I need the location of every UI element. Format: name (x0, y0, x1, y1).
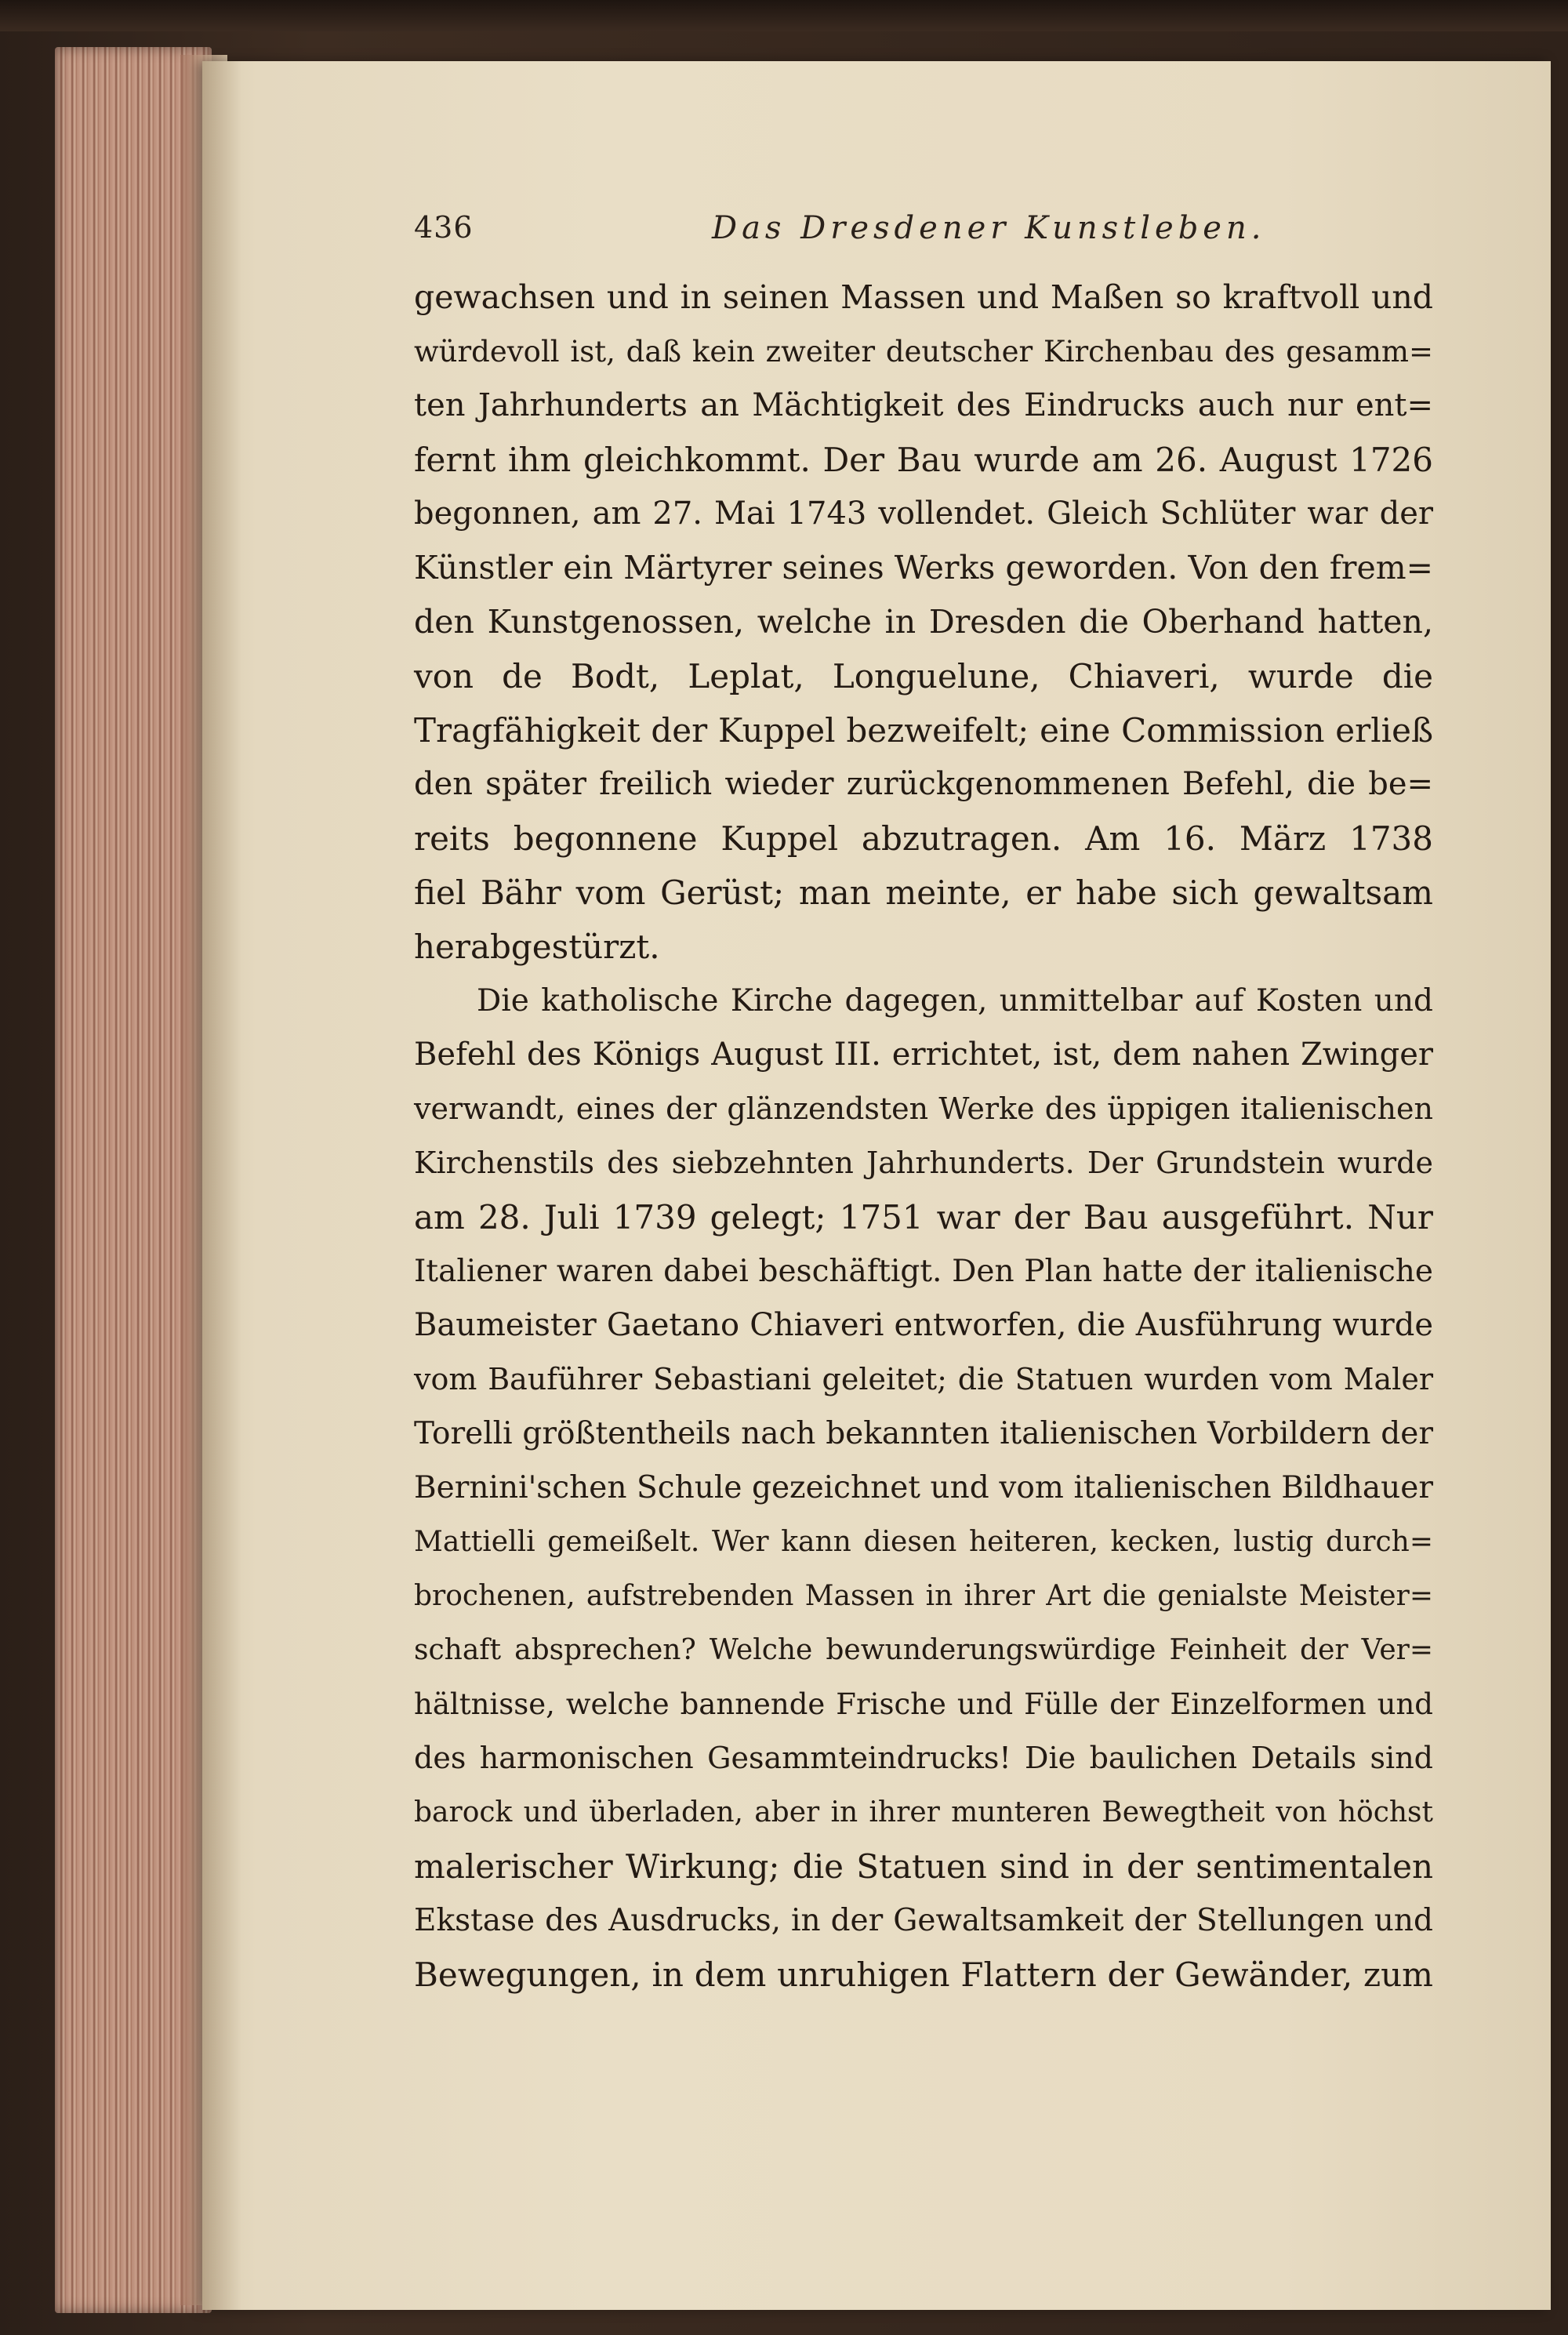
text-line: Tragfähigkeit der Kuppel bezweifelt; eine Commission erließ (414, 711, 1433, 750)
text-line: reits begonnene Kuppel abzutragen. Am 16. März 1738 (414, 819, 1433, 858)
text-line: begonnen, am 27. Mai 1743 vollendet. Gleich Schlüter war der (414, 496, 1433, 532)
page-header (414, 210, 1433, 257)
paragraph-1 (414, 271, 1433, 974)
paragraph-2 (414, 974, 1433, 2002)
text-line: am 28. Juli 1739 gelegt; 1751 war der Bau ausgeführt. Nur (414, 1198, 1433, 1236)
text-line: den Kunstgenossen, welche in Dresden die Oberhand hatten, (414, 603, 1433, 641)
text-line: malerischer Wirkung; die Statuen sind in der sentimentalen (414, 1847, 1433, 1886)
cover-top-edge (0, 0, 1568, 31)
text-line: brochenen, aufstrebenden Massen in ihrer Art die genialste Meister= (414, 1580, 1433, 1612)
text-line: würdevoll ist, daß kein zweiter deutscher Kirchenbau des gesamm= (414, 335, 1433, 369)
text-line: Torelli größtentheils nach bekannten italienischen Vorbildern der (414, 1416, 1433, 1451)
text-line: vom Bauführer Sebastiani geleitet; die Statuen wurden vom Maler (414, 1362, 1433, 1396)
text-line: Kirchenstils des siebzehnten Jahrhunderts. Der Grundstein wurde (414, 1146, 1433, 1180)
text-line: barock und überladen, aber in ihrer munteren Bewegtheit von höchst (414, 1796, 1433, 1828)
text-line: des harmonischen Gesammteindrucks! Die baulichen Details sind (414, 1741, 1433, 1775)
text-line: hältnisse, welche bannende Frische und Fülle der Einzelformen und (414, 1687, 1433, 1721)
text-line: Bewegungen, in dem unruhigen Flattern der Gewänder, zum (414, 1956, 1433, 1994)
text-line: schaft absprechen? Welche bewunderungswürdige Feinheit der Ver= (414, 1634, 1433, 1666)
text-line: den später freilich wieder zurückgenommenen Befehl, die be= (414, 766, 1433, 802)
text-line: Künstler ein Märtyrer seines Werks geworden. Von den frem= (414, 549, 1433, 586)
text-line: von de Bodt, Leplat, Longuelune, Chiaveri, wurde die (414, 657, 1433, 695)
text-line: Die katholische Kirche dagegen, unmittelbar auf Kosten und (477, 983, 1433, 1019)
text-line: Bernini'schen Schule gezeichnet und vom italienischen Bildhauer (414, 1470, 1433, 1505)
text-line: ten Jahrhunderts an Mächtigkeit des Eindrucks auch nur ent= (414, 387, 1433, 423)
text-line: herabgestürzt. (414, 928, 660, 966)
text-line: fernt ihm gleichkommt. Der Bau wurde am 26. August 1726 (414, 441, 1433, 479)
text-line: Ekstase des Ausdrucks, in der Gewaltsamkeit der Stellungen und (414, 1903, 1433, 1938)
text-line: Baumeister Gaetano Chiaveri entworfen, die Ausführung wurde (414, 1307, 1433, 1343)
text-line: verwandt, eines der glänzendsten Werke des üppigen italienischen (414, 1091, 1433, 1126)
page-gutter-shadow (202, 61, 241, 2310)
text-line: fiel Bähr vom Gerüst; man meinte, er habe sich gewaltsam (414, 873, 1433, 912)
text-line: gewachsen und in seinen Massen und Maßen so kraftvoll und (414, 278, 1433, 316)
text-line: Mattielli gemeißelt. Wer kann diesen heiteren, kecken, lustig durch= (414, 1526, 1433, 1558)
page-number: 436 (414, 210, 474, 245)
body-text (414, 271, 1433, 2002)
text-line: Italiener waren dabei beschäftigt. Den Plan hatte der italienische (414, 1254, 1433, 1289)
running-title: Das Dresdener Kunstleben. (712, 210, 1266, 246)
text-line: Befehl des Königs August III. errichtet, ist, dem nahen Zwinger (414, 1037, 1433, 1073)
